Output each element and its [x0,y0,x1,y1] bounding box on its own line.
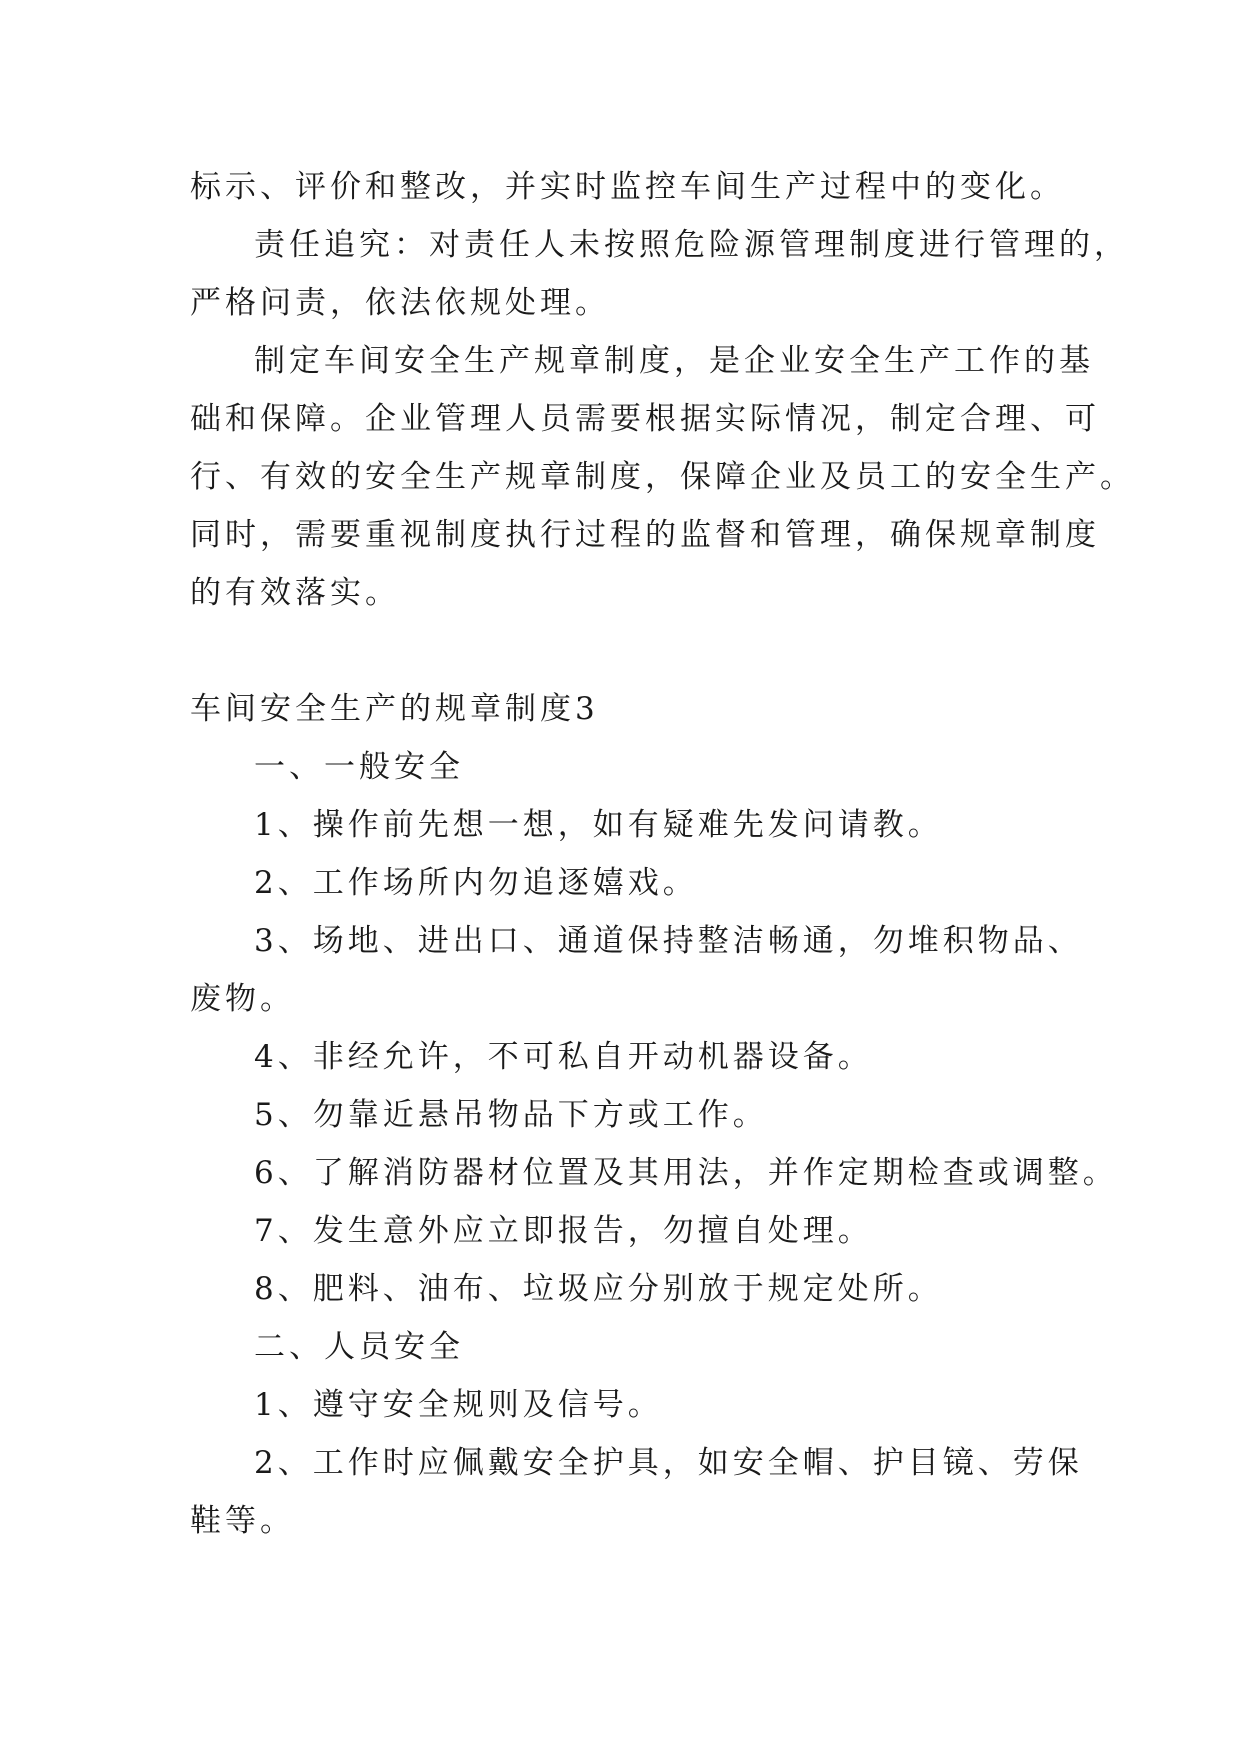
list-item-continuation: 废物。 [190,981,295,1017]
document-body [190,158,1135,1550]
list-item: 1、遵守安全规则及信号。 [254,1387,663,1423]
paragraph-line: 责任追究：对责任人未按照危险源管理制度进行管理的， [254,227,1129,263]
list-item: 2、工作场所内勿追逐嬉戏。 [254,865,698,901]
section-gap [190,622,1070,680]
subsection-heading: 一、一般安全 [254,749,464,785]
paragraph-line: 标示、评价和整改，并实时监控车间生产过程中的变化。 [190,169,1065,205]
paragraph-line: 行、有效的安全生产规章制度，保障企业及员工的安全生产。 [190,459,1135,495]
list-item: 5、勿靠近悬吊物品下方或工作。 [254,1097,768,1133]
paragraph-line: 严格问责，依法依规处理。 [190,285,610,321]
list-item: 8、肥料、油布、垃圾应分别放于规定处所。 [254,1271,943,1307]
list-item: 4、非经允许，不可私自开动机器设备。 [254,1039,873,1075]
section-title: 车间安全生产的规章制度3 [190,691,599,727]
list-item: 6、了解消防器材位置及其用法，并作定期检查或调整。 [254,1155,1118,1191]
paragraph-line: 础和保障。企业管理人员需要根据实际情况，制定合理、可 [190,401,1100,437]
list-item: 1、操作前先想一想，如有疑难先发问请教。 [254,807,943,843]
list-item: 7、发生意外应立即报告，勿擅自处理。 [254,1213,873,1249]
list-item: 2、工作时应佩戴安全护具，如安全帽、护目镜、劳保 [254,1445,1083,1481]
paragraph-line: 制定车间安全生产规章制度，是企业安全生产工作的基 [254,343,1094,379]
list-item: 3、场地、进出口、通道保持整洁畅通，勿堆积物品、 [254,923,1083,959]
subsection-heading: 二、人员安全 [254,1329,464,1365]
list-item-continuation: 鞋等。 [190,1503,295,1539]
paragraph-line: 的有效落实。 [190,575,400,611]
paragraph-line: 同时，需要重视制度执行过程的监督和管理，确保规章制度 [190,517,1100,553]
